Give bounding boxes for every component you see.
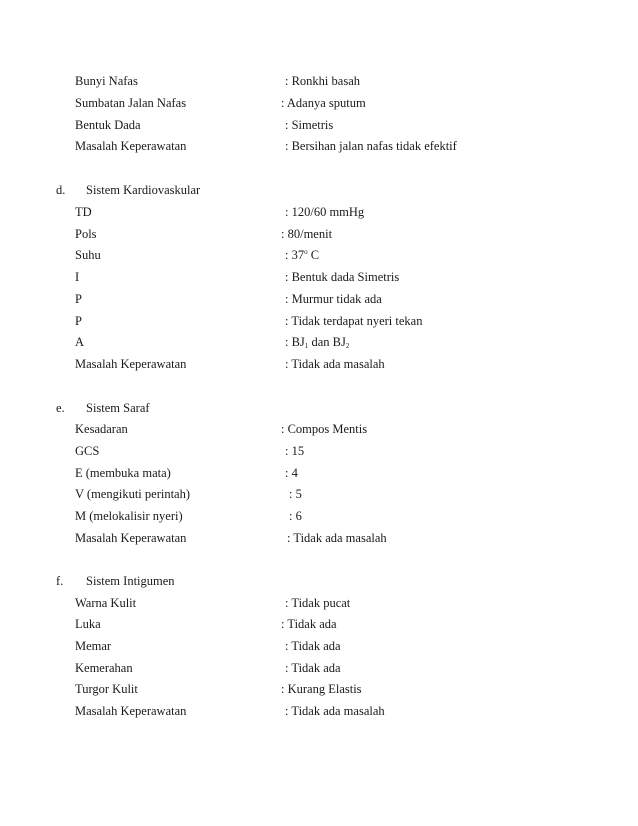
field-label: Sumbatan Jalan Nafas (75, 96, 187, 110)
subscript: 1 (304, 342, 309, 350)
section-heading (0, 181, 638, 199)
field-value: : Tidak terdapat nyeri tekan (285, 314, 423, 328)
field-row (0, 637, 638, 655)
field-label: Turgor Kulit (75, 682, 138, 696)
field-value: : 5 (289, 487, 302, 501)
field-row (0, 680, 638, 698)
section-title: Sistem Saraf (86, 401, 150, 415)
field-label: Suhu (75, 248, 101, 262)
field-row (0, 312, 638, 330)
field-label: Pols (75, 227, 97, 241)
field-label: I (75, 270, 80, 284)
field-row (0, 72, 638, 90)
field-value: : Tidak ada (285, 639, 341, 653)
field-value: : Tidak ada masalah (287, 531, 387, 545)
field-value: : Tidak ada (281, 617, 337, 631)
field-label: A (75, 335, 85, 349)
field-row (0, 420, 638, 438)
field-label: Masalah Keperawatan (75, 357, 187, 371)
field-value: : Murmur tidak ada (285, 292, 382, 306)
field-row (0, 615, 638, 633)
field-label: Warna Kulit (75, 596, 137, 610)
field-row (0, 507, 638, 525)
field-value: : Tidak ada masalah (285, 704, 385, 718)
section-title: Sistem Kardiovaskular (86, 183, 201, 197)
field-value: : Tidak ada (285, 661, 341, 675)
field-label: GCS (75, 444, 100, 458)
field-row (0, 203, 638, 221)
field-row (0, 116, 638, 134)
field-label: Masalah Keperawatan (75, 531, 187, 545)
field-value: : Tidak pucat (285, 596, 351, 610)
field-label: Kesadaran (75, 422, 128, 436)
field-row (0, 442, 638, 460)
field-row (0, 94, 638, 112)
field-value: : Bersihan jalan nafas tidak efektif (285, 139, 457, 153)
field-value: : Tidak ada masalah (285, 357, 385, 371)
field-row (0, 355, 638, 373)
field-value: : 120/60 mmHg (285, 205, 365, 219)
field-label: Bunyi Nafas (75, 74, 138, 88)
field-label: P (75, 292, 82, 306)
field-value: : 15 (285, 444, 305, 458)
field-label: P (75, 314, 82, 328)
field-label: M (melokalisir nyeri) (75, 509, 183, 523)
field-value: : Simetris (285, 118, 334, 132)
field-row (0, 268, 638, 286)
field-value: : $BJ_1$ dan $BJ_2$ (285, 335, 350, 350)
field-row (0, 246, 638, 264)
field-row (0, 225, 638, 243)
field-row (0, 464, 638, 482)
field-row (0, 529, 638, 547)
field-value: : Kurang Elastis (281, 682, 362, 696)
field-row (0, 333, 638, 351)
field-label: V (mengikuti perintah) (75, 487, 191, 501)
field-label: Memar (75, 639, 112, 653)
field-label: Bentuk Dada (75, 118, 141, 132)
field-label: E (membuka mata) (75, 466, 171, 480)
field-label: Masalah Keperawatan (75, 704, 187, 718)
section-letter: e. (56, 401, 65, 415)
field-value: : 80/menit (281, 227, 333, 241)
field-label: Kemerahan (75, 661, 133, 675)
section-heading (0, 572, 638, 590)
field-value: : 4 (285, 466, 298, 480)
field-row (0, 290, 638, 308)
field-value: : 6 (289, 509, 302, 523)
section-heading (0, 399, 638, 417)
field-row (0, 137, 638, 155)
field-label: Masalah Keperawatan (75, 139, 187, 153)
field-row (0, 594, 638, 612)
field-row (0, 485, 638, 503)
field-row (0, 702, 638, 720)
field-row (0, 659, 638, 677)
degree-superscript: o (304, 248, 308, 256)
field-value: : Compos Mentis (281, 422, 368, 436)
section-letter: f. (56, 574, 64, 588)
field-value: : Ronkhi basah (285, 74, 360, 88)
field-label: Luka (75, 617, 101, 631)
field-value: : Adanya sputum (281, 96, 366, 110)
field-label: TD (75, 205, 92, 219)
section-title: Sistem Intigumen (86, 574, 175, 588)
subscript: 2 (345, 342, 350, 350)
section-letter: d. (56, 183, 66, 197)
field-value: : 37$^o$ C (285, 248, 320, 262)
field-value: : Bentuk dada Simetris (285, 270, 400, 284)
